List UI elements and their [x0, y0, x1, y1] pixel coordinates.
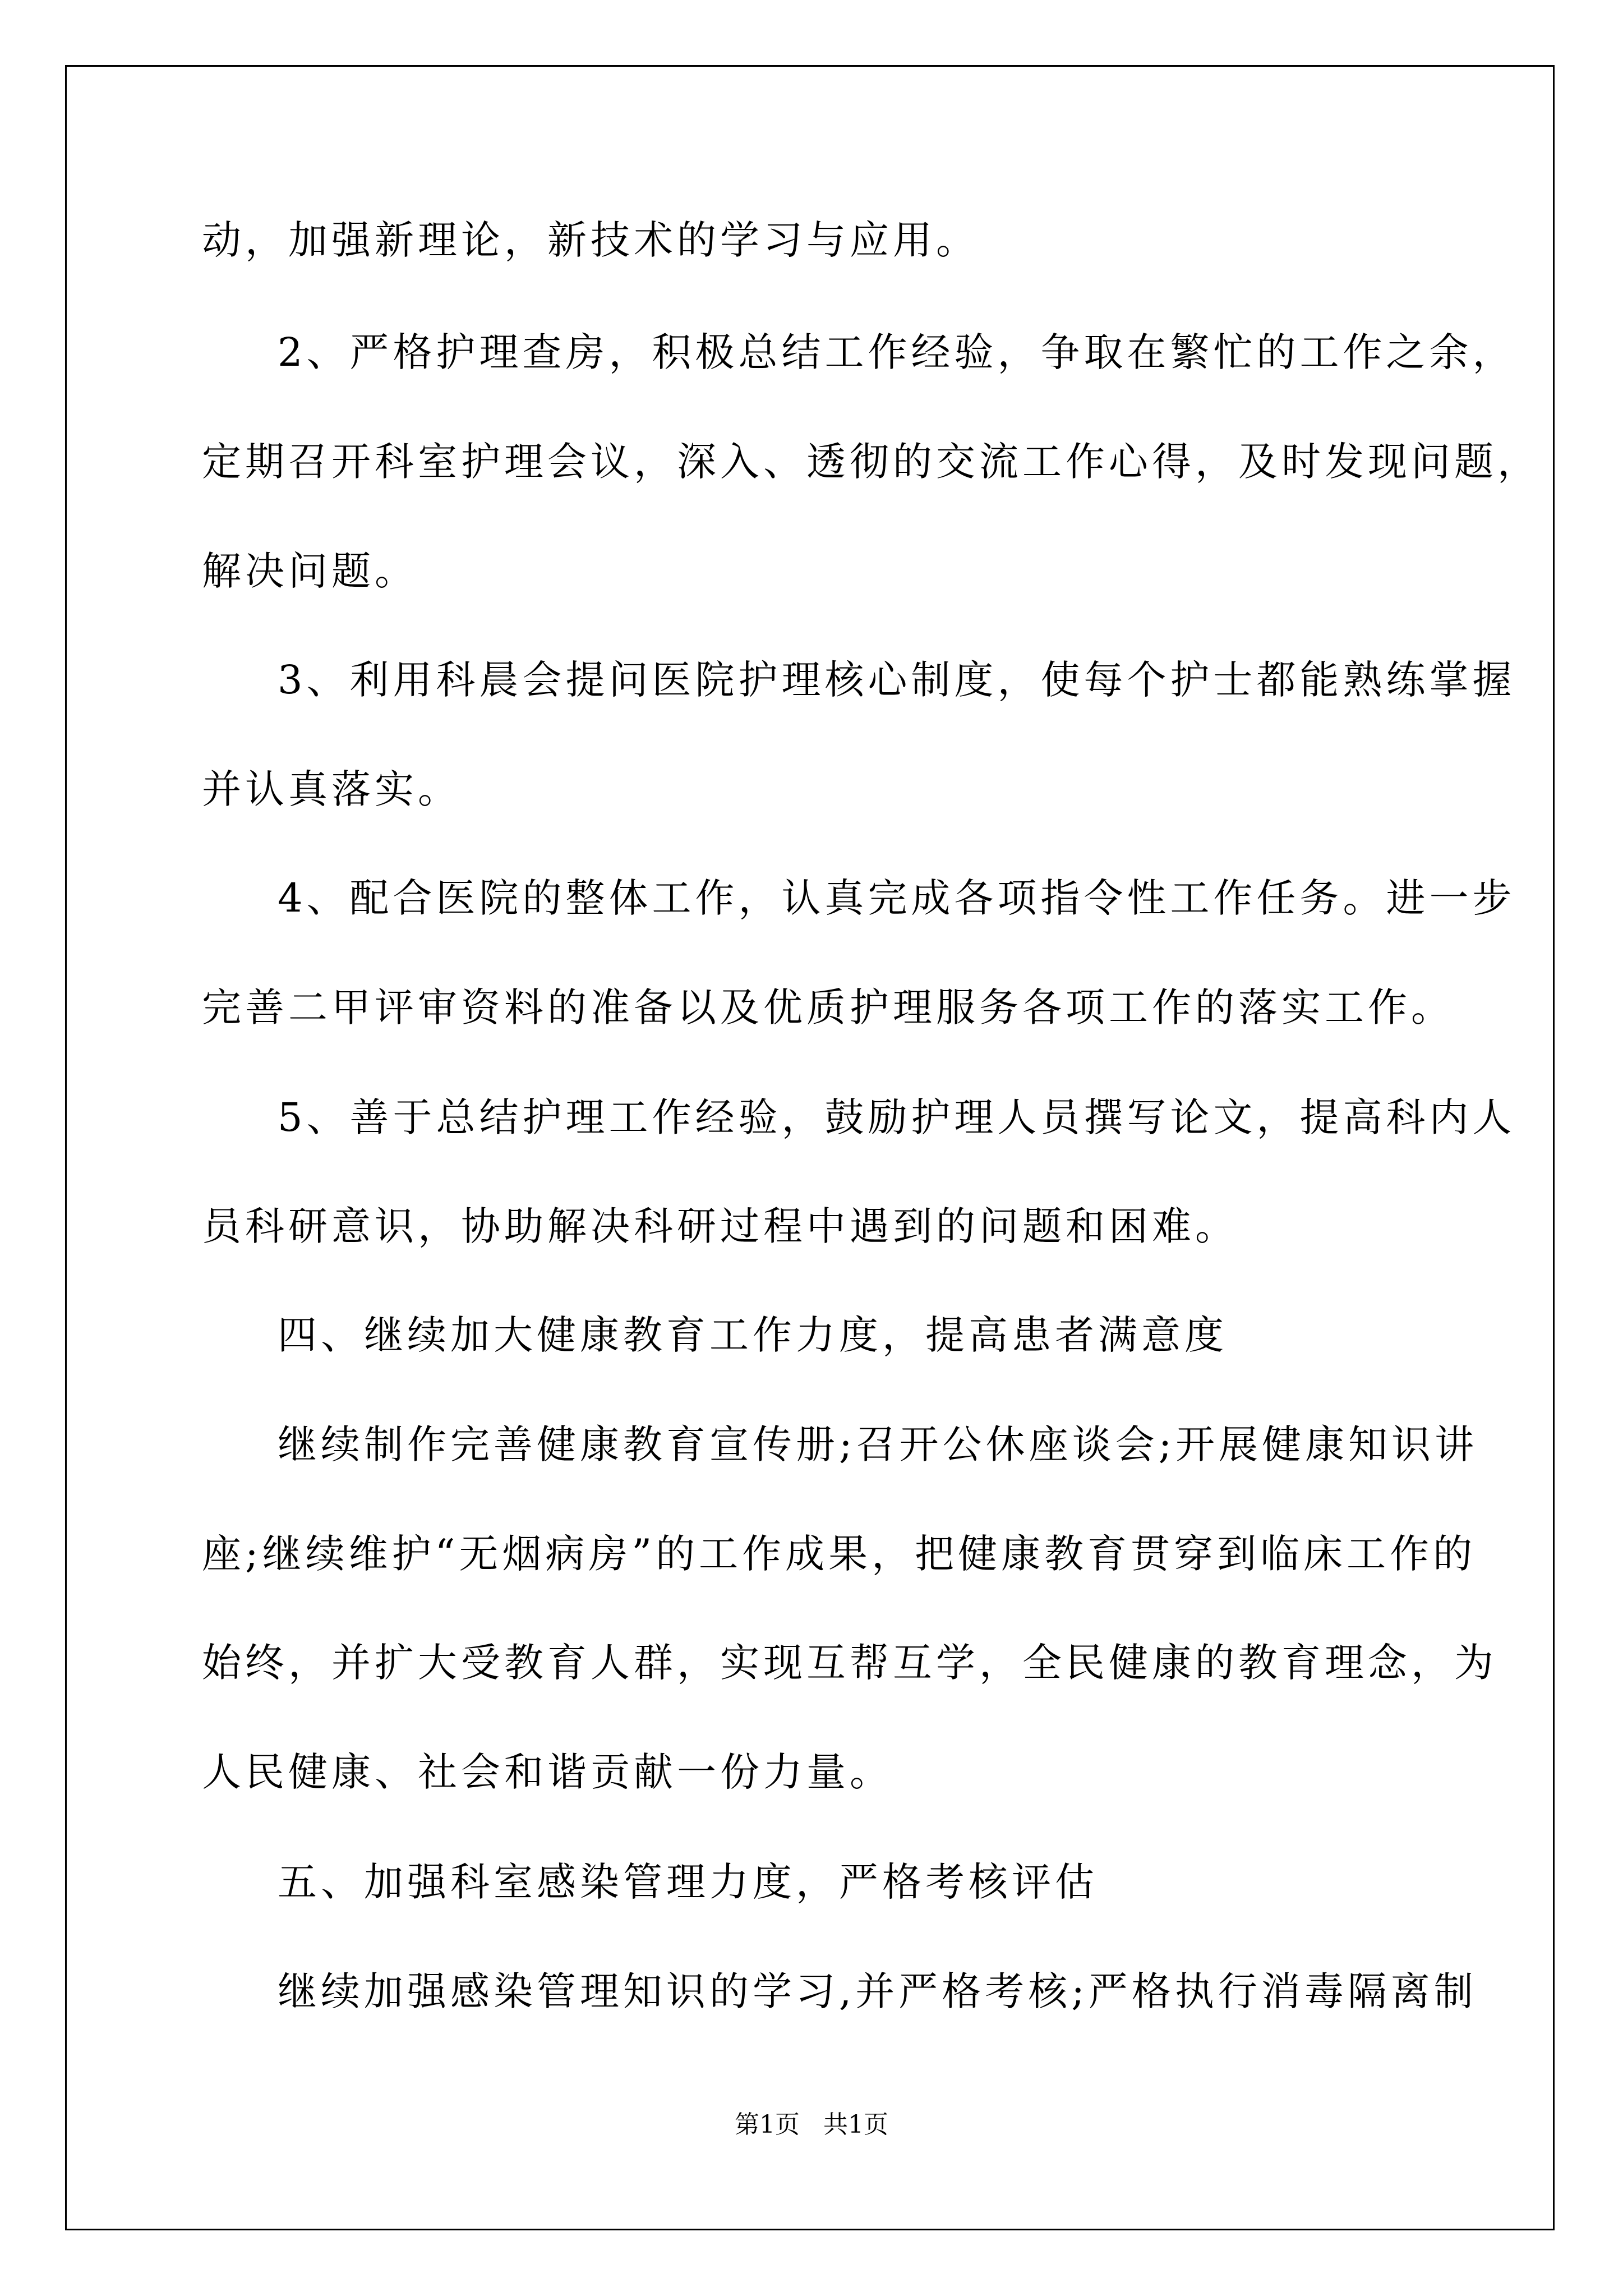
paragraph-line: 座;继续维护“无烟病房”的工作成果，把健康教育贯穿到临床工作的	[202, 1531, 1477, 1577]
section-heading: 四、继续加大健康教育工作力度，提高患者满意度	[278, 1312, 1228, 1358]
paragraph-line: 动，加强新理论，新技术的学习与应用。	[202, 217, 979, 263]
page-number-footer: 第1页 共1页	[735, 2110, 888, 2139]
paragraph-line: 员科研意识，协助解决科研过程中遇到的问题和困难。	[202, 1203, 1238, 1249]
paragraph-line: 并认真落实。	[202, 766, 461, 812]
paragraph-line: 继续加强感染管理知识的学习,并严格考核;严格执行消毒隔离制	[278, 1968, 1477, 2014]
section-heading: 五、加强科室感染管理力度，严格考核评估	[278, 1859, 1098, 1905]
paragraph-line: 始终，并扩大受教育人群，实现互帮互学，全民健康的教育理念，为	[202, 1640, 1497, 1686]
paragraph-line: 完善二甲评审资料的准备以及优质护理服务各项工作的落实工作。	[202, 984, 1454, 1030]
paragraph-line: 继续制作完善健康教育宣传册;召开公休座谈会;开展健康知识讲	[278, 1421, 1478, 1467]
paragraph-line: 人民健康、社会和谐贡献一份力量。	[202, 1749, 893, 1795]
paragraph-line: 5、善于总结护理工作经验，鼓励护理人员撰写论文，提高科内人	[278, 1094, 1516, 1140]
paragraph-line: 4、配合医院的整体工作，认真完成各项指令性工作任务。进一步	[278, 875, 1516, 921]
paragraph-line: 解决问题。	[202, 548, 418, 594]
paragraph-line: 2、严格护理查房，积极总结工作经验，争取在繁忙的工作之余，	[278, 329, 1516, 375]
paragraph-line: 定期召开科室护理会议，深入、透彻的交流工作心得，及时发现问题，	[202, 439, 1541, 485]
paragraph-line: 3、利用科晨会提问医院护理核心制度，使每个护士都能熟练掌握	[278, 657, 1516, 703]
